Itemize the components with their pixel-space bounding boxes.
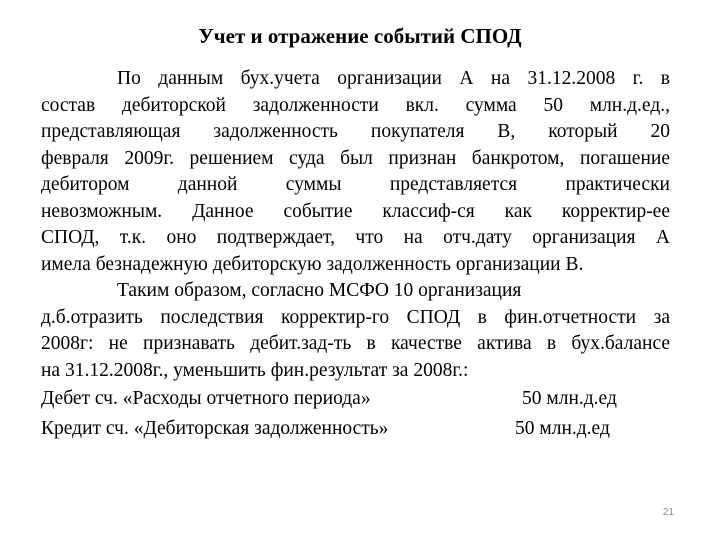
text-line: состав дебиторской задолженности вкл. сумма 50 млн.д.ед., bbox=[41, 94, 670, 116]
text-line: Таким образом, согласно МСФО 10 организация bbox=[117, 280, 522, 301]
text-line: д.б.отразить последствия корректир-го СПОД в фин.отчетности за bbox=[41, 306, 670, 328]
credit-entry-amount: 50 млн.д.ед bbox=[515, 418, 610, 439]
text-line: февраля 2009г. решением суда был признан банкротом, погашение bbox=[41, 147, 670, 169]
text-line: невозможным. Данное событие классиф-ся как корректир-ее bbox=[41, 200, 670, 222]
page-number: 21 bbox=[662, 507, 674, 518]
text-line: СПОД, т.к. оно подтверждает, что на отч.дату организация А bbox=[41, 227, 670, 248]
credit-entry-label: Кредит сч. «Дебиторская задолженность» bbox=[41, 418, 389, 439]
credit-entry bbox=[41, 414, 670, 444]
text-line: на 31.12.2008г., уменьшить фин.результат за 2008г.: bbox=[41, 359, 469, 381]
slide-body bbox=[41, 66, 670, 444]
debit-entry-amount: 50 млн.д.ед bbox=[522, 388, 617, 409]
text-line: 2008г: не признавать дебит.зад-ть в качестве актива в бух.балансе bbox=[41, 333, 670, 354]
paragraph-event-description bbox=[41, 66, 670, 278]
slide-title: Учет и отражение событий СПОД bbox=[198, 24, 522, 48]
text-line: представляющая задолженность покупателя В, который 20 bbox=[41, 121, 670, 142]
debit-entry-label: Дебет сч. «Расходы отчетного периода» bbox=[41, 388, 371, 409]
paragraph-conclusion bbox=[41, 278, 670, 384]
text-line: дебитором данной суммы представляется практически bbox=[41, 174, 670, 195]
text-line: имела безнадежную дебиторскую задолженность организации В. bbox=[41, 253, 584, 275]
text-line: По данным бух.учета организации А на 31.12.2008 г. в bbox=[117, 68, 670, 89]
debit-entry bbox=[41, 384, 670, 414]
